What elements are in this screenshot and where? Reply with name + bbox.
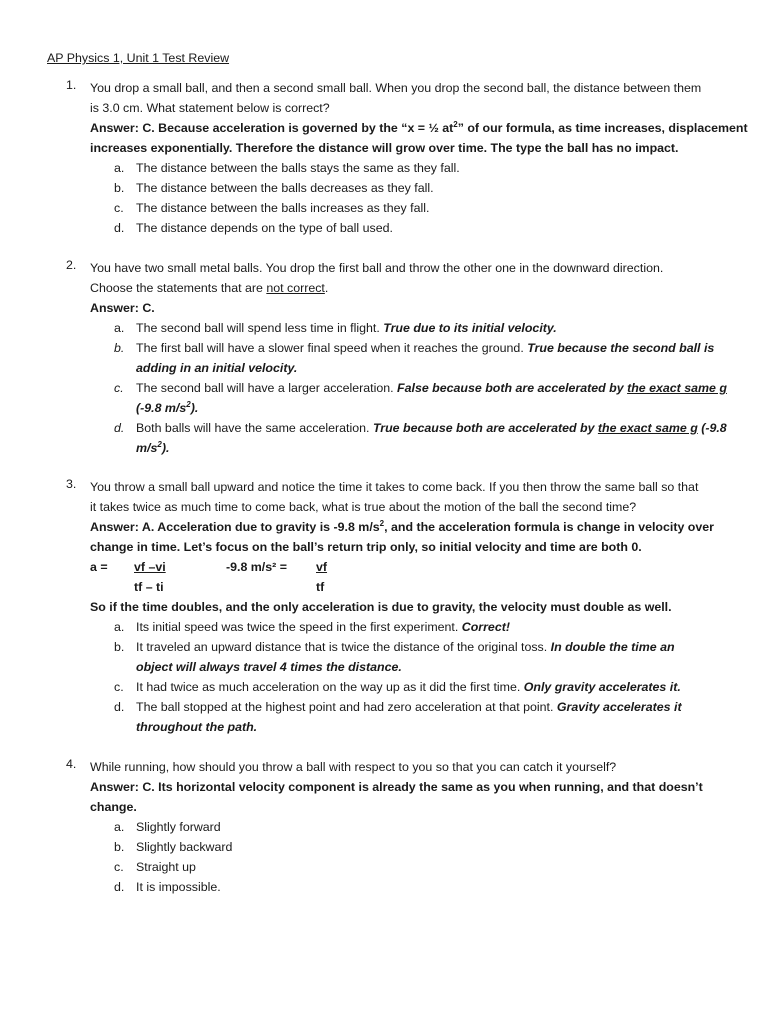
question-text: While running, how should you throw a ball with respect to you so that you can catch it yourself? — [90, 760, 617, 774]
answer-text: Answer: C. Its horizontal velocity component is already the same as you when running, and that doesn’t — [90, 780, 703, 794]
question-text: You throw a small ball upward and notice the time it takes to come back. If you then throw the same ball so that — [90, 480, 699, 494]
question-text: You drop a small ball, and then a second small ball. When you drop the second ball, the distance between them — [90, 81, 702, 95]
answer-text: increases exponentially. Therefore the distance will grow over time. The type the ball has no impact. — [90, 141, 679, 155]
formula-denominator: tf – ti — [134, 580, 164, 594]
option-c: c. It had twice as much acceleration on the way up as it did the first time. Only gravity accelerates it. — [114, 680, 681, 694]
option-b: b. The first ball will have a slower final speed when it reaches the ground. True because the second ball is — [114, 341, 715, 355]
option-a: a. Slightly forward — [114, 820, 221, 834]
option-c: c. Straight up — [114, 860, 196, 874]
formula-a-label: a = — [90, 560, 108, 574]
question-1 — [66, 78, 748, 238]
option-d-note: throughout the path. — [136, 720, 258, 734]
option-d: d. The ball stopped at the highest point and had zero acceleration at that point. Gravity accelerates it — [114, 700, 682, 714]
option-b-note: object will always travel 4 times the distance. — [136, 660, 402, 674]
option-d: d. Both balls will have the same acceleration. True because both are accelerated by the exact same g (-9.8 — [114, 421, 727, 435]
answer-text: change. — [90, 800, 137, 814]
option-b: b. It traveled an upward distance that is twice the distance of the original toss. In double the time an — [114, 640, 675, 654]
option-c-note: (-9.8 $m/s^2$). — [136, 399, 199, 415]
option-d-note: $m/s^2$). — [136, 439, 170, 455]
option-d: d. The distance depends on the type of ball used. — [114, 221, 393, 235]
question-number: 1. — [66, 78, 77, 92]
question-number: 2. — [66, 258, 77, 272]
option-a: a. Its initial speed was twice the speed in the first experiment. Correct! — [114, 620, 510, 634]
formula-value: -9.8 m/s² = — [226, 560, 287, 574]
formula-numerator-row — [90, 557, 726, 577]
question-3 — [66, 477, 726, 737]
formula-denominator-2: tf — [316, 580, 325, 594]
answer-text: Answer: C. — [90, 301, 155, 315]
answer-text: Answer: A. Acceleration due to gravity is -9.8 $m/s^2$, and the acceleration formula is change in velocity over — [90, 518, 714, 534]
formula-denominator-row — [90, 577, 726, 597]
answer-conclusion: So if the time doubles, and the only acceleration is due to gravity, the velocity must double as well. — [90, 600, 672, 614]
question-text: You have two small metal balls. You drop the first ball and throw the other one in the downward direction. — [90, 261, 664, 275]
question-text: it takes twice as much time to come back, what is true about the motion of the ball the second time? — [90, 500, 637, 514]
answer-text: Answer: C. Because acceleration is governed by the “x = ½ $at^2$” of our formula, as time increases, displacement — [90, 119, 748, 135]
answer-text: change in time. Let’s focus on the ball’s return trip only, so initial velocity and time are both 0. — [90, 540, 642, 554]
option-a: a. The distance between the balls stays the same as they fall. — [114, 161, 460, 175]
option-b: b. Slightly backward — [114, 840, 233, 854]
question-text: Choose the statements that are not correct. — [90, 281, 329, 295]
question-number: 3. — [66, 477, 77, 491]
formula-numerator: vf –vi — [134, 560, 166, 574]
option-b: b. The distance between the balls decreases as they fall. — [114, 181, 434, 195]
question-number: 4. — [66, 757, 77, 771]
document-title: AP Physics 1, Unit 1 Test Review — [47, 51, 230, 65]
option-c: c. The second ball will have a larger acceleration. False because both are accelerated by the exact same g — [114, 381, 727, 395]
option-d: d. It is impossible. — [114, 880, 221, 894]
option-b-note: adding in an initial velocity. — [136, 361, 298, 375]
question-4 — [66, 757, 726, 897]
question-text: is 3.0 cm. What statement below is correct? — [90, 101, 330, 115]
question-2 — [66, 258, 726, 458]
option-c: c. The distance between the balls increases as they fall. — [114, 201, 430, 215]
option-a: a. The second ball will spend less time in flight. True due to its initial velocity. — [114, 321, 557, 335]
formula-numerator-2: vf — [316, 560, 328, 574]
